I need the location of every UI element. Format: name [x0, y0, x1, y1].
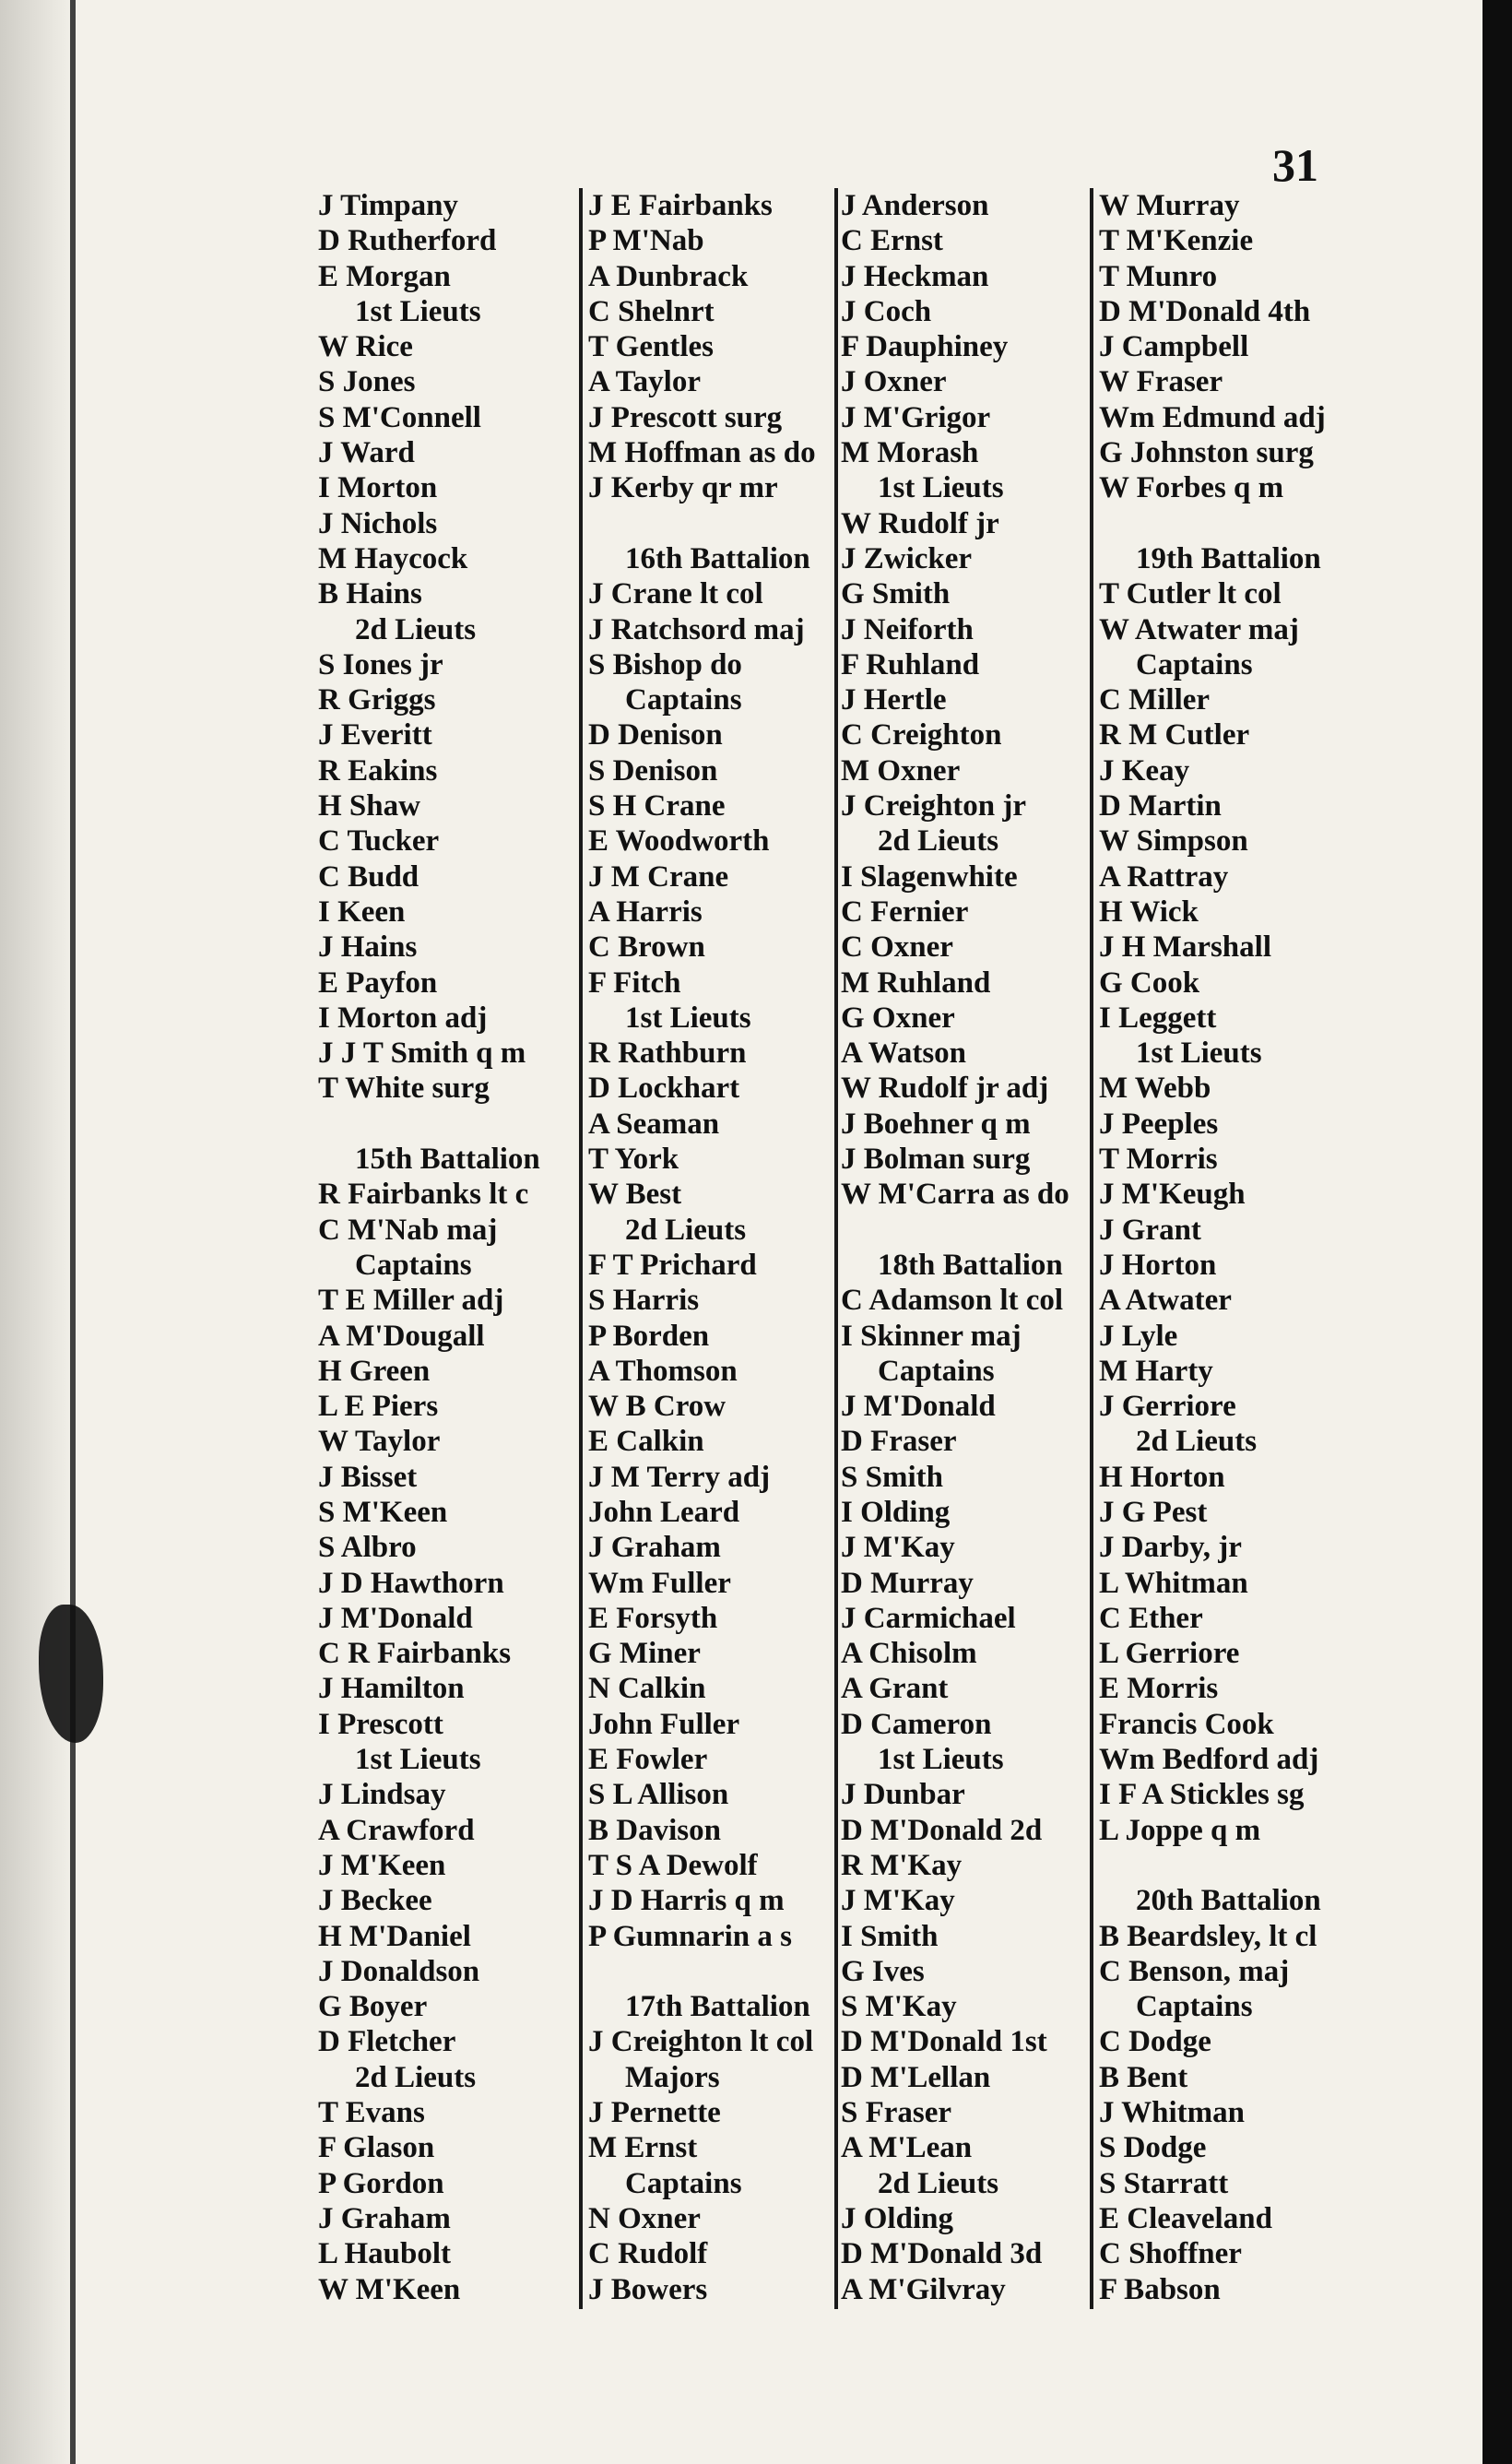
officer-name: N Oxner: [588, 2201, 701, 2235]
officer-name: W Taylor: [318, 1425, 441, 1459]
officer-name: D Martin: [1099, 789, 1222, 823]
officer-name: C Benson, maj: [1099, 1954, 1290, 1988]
officer-name: D Fletcher: [318, 2025, 456, 2059]
officer-name: M Ernst: [588, 2131, 698, 2165]
officer-name: A Harris: [588, 894, 703, 929]
officer-name: B Bent: [1099, 2060, 1188, 2094]
officer-name: J Graham: [318, 2201, 451, 2235]
officer-name: C Creighton: [841, 718, 1002, 752]
officer-name: I Skinner maj: [841, 1319, 1022, 1353]
officer-name: S Dodge: [1099, 2131, 1207, 2165]
officer-name: C Budd: [318, 859, 419, 894]
officer-name: C Shelnrt: [588, 294, 715, 328]
officer-name: T E Miller adj: [318, 1284, 504, 1318]
officer-name: J Bowers: [588, 2272, 708, 2306]
officer-name: J Lyle: [1099, 1319, 1178, 1353]
officer-name: A Grant: [841, 1672, 949, 1706]
officer-name: W B Crow: [588, 1390, 726, 1424]
officer-name: C R Fairbanks: [318, 1637, 512, 1671]
officer-name: J Keay: [1099, 753, 1190, 788]
officer-name: J M Crane: [588, 859, 729, 894]
officer-name: J G Pest: [1099, 1495, 1208, 1529]
officer-name: H Green: [318, 1354, 431, 1388]
officer-name: S Harris: [588, 1284, 700, 1318]
officer-name: A Taylor: [588, 365, 701, 399]
officer-name: I Morton adj: [318, 1001, 488, 1035]
officer-name: John Leard: [588, 1495, 740, 1529]
officer-name: Wm Fuller: [588, 1566, 731, 1600]
officer-name: M Webb: [1099, 1072, 1211, 1106]
name-column-2: [588, 188, 816, 2307]
section-heading: Captains: [1136, 647, 1253, 681]
officer-name: J Nichols: [318, 506, 438, 540]
officer-name: I F A Stickles sg: [1099, 1778, 1305, 1812]
officer-name: D Rutherford: [318, 224, 497, 258]
officer-name: A Thomson: [588, 1354, 738, 1388]
officer-name: J Horton: [1099, 1248, 1217, 1282]
officer-name: W M'Keen: [318, 2272, 461, 2306]
officer-name: C Adamson lt col: [841, 1284, 1064, 1318]
officer-name: R Griggs: [318, 683, 436, 717]
section-heading: 1st Lieuts: [878, 471, 1004, 505]
officer-name: D M'Donald 1st: [841, 2025, 1047, 2059]
section-heading: 2d Lieuts: [355, 612, 477, 646]
section-heading: Captains: [878, 1354, 995, 1388]
officer-name: F Ruhland: [841, 647, 980, 681]
officer-name: M Morash: [841, 436, 979, 470]
officer-name: W M'Carra as do: [841, 1178, 1069, 1212]
officer-name: E Forsyth: [588, 1601, 718, 1635]
officer-name: S Bishop do: [588, 647, 742, 681]
officer-name: G Johnston surg: [1099, 436, 1314, 470]
officer-name: T Cutler lt col: [1099, 577, 1282, 611]
section-heading: 2d Lieuts: [878, 2166, 999, 2200]
officer-name: N Calkin: [588, 1672, 706, 1706]
page-number: 31: [1272, 139, 1318, 191]
officer-name: W Murray: [1099, 189, 1240, 222]
officer-name: W Rudolf jr adj: [841, 1072, 1049, 1106]
officer-name: J H Marshall: [1099, 930, 1271, 965]
section-heading: 18th Battalion: [878, 1248, 1063, 1282]
officer-name: T S A Dewolf: [588, 1848, 758, 1882]
officer-name: J M'Keen: [318, 1848, 446, 1882]
spacer: [588, 1954, 816, 1989]
section-heading: 1st Lieuts: [355, 294, 481, 328]
officer-name: G Cook: [1099, 965, 1200, 1000]
officer-name: John Fuller: [588, 1707, 740, 1741]
officer-name: J Kerby qr mr: [588, 471, 778, 505]
officer-name: J Bisset: [318, 1460, 418, 1494]
officer-name: J Heckman: [841, 259, 989, 293]
officer-name: T M'Kenzie: [1099, 224, 1254, 258]
officer-name: M Harty: [1099, 1354, 1213, 1388]
officer-name: T Munro: [1099, 259, 1218, 293]
officer-name: C Brown: [588, 930, 705, 965]
section-heading: 16th Battalion: [625, 541, 810, 575]
section-heading: 20th Battalion: [1136, 1884, 1321, 1918]
gutter-rule: [70, 0, 76, 2464]
officer-name: J M'Donald: [318, 1601, 473, 1635]
spacer: [1099, 506, 1326, 541]
officer-name: A Crawford: [318, 1813, 475, 1847]
section-heading: Captains: [1136, 1990, 1253, 2024]
officer-name: L Whitman: [1099, 1566, 1248, 1600]
officer-name: D Fraser: [841, 1425, 957, 1459]
officer-name: C Ether: [1099, 1601, 1203, 1635]
officer-name: J Creighton lt col: [588, 2025, 814, 2059]
section-heading: 1st Lieuts: [1136, 1037, 1262, 1071]
officer-name: R M'Kay: [841, 1848, 963, 1882]
officer-name: J Bolman surg: [841, 1143, 1031, 1177]
officer-name: Wm Bedford adj: [1099, 1743, 1319, 1777]
officer-name: P Gordon: [318, 2166, 444, 2200]
officer-name: D M'Donald 2d: [841, 1813, 1043, 1847]
officer-name: L Gerriore: [1099, 1637, 1240, 1671]
officer-name: W Simpson: [1099, 824, 1248, 859]
section-heading: Captains: [625, 683, 742, 717]
officer-name: Francis Cook: [1099, 1707, 1274, 1741]
officer-name: C M'Nab maj: [318, 1213, 498, 1247]
officer-name: I Keen: [318, 894, 406, 929]
officer-name: J Crane lt col: [588, 577, 763, 611]
officer-name: J Pernette: [588, 2096, 721, 2130]
officer-name: J D Harris q m: [588, 1884, 785, 1918]
officer-name: J Neiforth: [841, 612, 974, 646]
officer-name: T Evans: [318, 2096, 425, 2130]
officer-name: A M'Gilvray: [841, 2272, 1006, 2306]
officer-name: J Whitman: [1099, 2096, 1246, 2130]
officer-name: G Oxner: [841, 1001, 955, 1035]
officer-name: W Best: [588, 1178, 682, 1212]
officer-name: F Babson: [1099, 2272, 1221, 2306]
column-rule: [579, 188, 583, 2309]
officer-name: A Atwater: [1099, 1284, 1232, 1318]
officer-name: S Fraser: [841, 2096, 952, 2130]
section-heading: 15th Battalion: [355, 1143, 540, 1177]
section-heading: 19th Battalion: [1136, 541, 1321, 575]
officer-name: W Rudolf jr: [841, 506, 999, 540]
officer-name: J Creighton jr: [841, 789, 1027, 823]
officer-name: G Miner: [588, 1637, 701, 1671]
officer-name: E Payfon: [318, 965, 438, 1000]
officer-name: F Fitch: [588, 965, 681, 1000]
section-heading: 1st Lieuts: [355, 1743, 481, 1777]
officer-name: J Ratchsord maj: [588, 612, 805, 646]
officer-name: I Olding: [841, 1495, 951, 1529]
officer-name: W Rice: [318, 330, 413, 364]
officer-name: E Morris: [1099, 1672, 1219, 1706]
officer-name: I Slagenwhite: [841, 859, 1018, 894]
officer-name: J Lindsay: [318, 1778, 446, 1812]
officer-name: F Dauphiney: [841, 330, 1009, 364]
officer-name: M Hoffman as do: [588, 436, 816, 470]
name-column-1: [318, 188, 540, 2307]
officer-name: I Morton: [318, 471, 438, 505]
officer-name: J Hains: [318, 930, 418, 965]
officer-name: C Shoffner: [1099, 2237, 1242, 2271]
officer-name: C Ernst: [841, 224, 943, 258]
officer-name: J Beckee: [318, 1884, 432, 1918]
officer-name: Wm Edmund adj: [1099, 400, 1326, 434]
officer-name: J Timpany: [318, 189, 458, 222]
officer-name: J M'Keugh: [1099, 1178, 1246, 1212]
officer-name: T Gentles: [588, 330, 714, 364]
officer-name: S Iones jr: [318, 647, 443, 681]
officer-name: G Smith: [841, 577, 951, 611]
officer-name: W Atwater maj: [1099, 612, 1299, 646]
officer-name: B Beardsley, lt cl: [1099, 1919, 1317, 1953]
officer-name: J Gerriore: [1099, 1390, 1236, 1424]
officer-name: I Leggett: [1099, 1001, 1217, 1035]
section-heading: 2d Lieuts: [355, 2060, 477, 2094]
officer-name: C Rudolf: [588, 2237, 708, 2271]
officer-name: I Prescott: [318, 1707, 443, 1741]
officer-name: W Forbes q m: [1099, 471, 1284, 505]
officer-name: D M'Donald 3d: [841, 2237, 1043, 2271]
officer-name: J M'Kay: [841, 1884, 955, 1918]
officer-name: E Woodworth: [588, 824, 770, 859]
officer-name: R Eakins: [318, 753, 438, 788]
officer-name: J Darby, jr: [1099, 1531, 1242, 1565]
officer-name: J Everitt: [318, 718, 432, 752]
officer-name: C Fernier: [841, 894, 969, 929]
officer-name: H Shaw: [318, 789, 420, 823]
officer-name: T Morris: [1099, 1143, 1218, 1177]
section-heading: 1st Lieuts: [625, 1001, 751, 1035]
officer-name: J Campbell: [1099, 330, 1249, 364]
officer-name: J D Hawthorn: [318, 1566, 504, 1600]
officer-name: S M'Keen: [318, 1495, 448, 1529]
officer-name: J Dunbar: [841, 1778, 965, 1812]
officer-name: A Watson: [841, 1037, 967, 1071]
section-heading: Captains: [625, 2166, 742, 2200]
officer-name: J Olding: [841, 2201, 953, 2235]
officer-name: J Hertle: [841, 683, 947, 717]
officer-name: S Smith: [841, 1460, 943, 1494]
officer-name: J M'Grigor: [841, 400, 991, 434]
officer-name: E Cleaveland: [1099, 2201, 1272, 2235]
officer-name: R M Cutler: [1099, 718, 1250, 752]
officer-name: C Dodge: [1099, 2025, 1211, 2059]
officer-name: J Boehner q m: [841, 1107, 1031, 1141]
officer-name: S H Crane: [588, 789, 726, 823]
officer-name: S Jones: [318, 365, 416, 399]
officer-name: A Seaman: [588, 1107, 720, 1141]
name-column-3: [841, 188, 1069, 2307]
name-column-4: [1099, 188, 1326, 2307]
spacer: [1099, 1848, 1326, 1883]
officer-name: B Hains: [318, 577, 422, 611]
officer-name: D M'Donald 4th: [1099, 294, 1311, 328]
officer-name: A M'Dougall: [318, 1319, 485, 1353]
officer-name: A Rattray: [1099, 859, 1229, 894]
column-rule: [1090, 188, 1093, 2309]
section-heading: 2d Lieuts: [1136, 1425, 1258, 1459]
officer-name: J M'Kay: [841, 1531, 955, 1565]
officer-name: F T Prichard: [588, 1248, 757, 1282]
spacer: [588, 506, 816, 541]
officer-name: J Graham: [588, 1531, 721, 1565]
officer-name: J Donaldson: [318, 1954, 480, 1988]
officer-name: J Carmichael: [841, 1601, 1016, 1635]
officer-name: J Zwicker: [841, 541, 973, 575]
officer-name: M Haycock: [318, 541, 468, 575]
officer-name: E Fowler: [588, 1743, 708, 1777]
officer-name: S Denison: [588, 753, 718, 788]
officer-name: W Fraser: [1099, 365, 1223, 399]
officer-name: A Chisolm: [841, 1637, 977, 1671]
officer-name: G Boyer: [318, 1990, 428, 2024]
officer-name: J Peeples: [1099, 1107, 1219, 1141]
officer-name: E Calkin: [588, 1425, 704, 1459]
officer-name: S Albro: [318, 1531, 417, 1565]
officer-name: G Ives: [841, 1954, 925, 1988]
officer-name: L Joppe q m: [1099, 1813, 1261, 1847]
binding-gutter: [0, 0, 76, 2464]
section-heading: Majors: [625, 2060, 720, 2094]
officer-name: M Oxner: [841, 753, 961, 788]
officer-name: H Horton: [1099, 1460, 1225, 1494]
officer-name: D Murray: [841, 1566, 974, 1600]
officer-name: J M'Donald: [841, 1390, 996, 1424]
column-rule: [834, 188, 838, 2309]
officer-name: R Fairbanks lt c: [318, 1178, 529, 1212]
officer-name: D M'Lellan: [841, 2060, 991, 2094]
section-heading: 2d Lieuts: [625, 1213, 747, 1247]
officer-name: R Rathburn: [588, 1037, 747, 1071]
officer-name: S Starratt: [1099, 2166, 1229, 2200]
officer-name: S M'Kay: [841, 1990, 957, 2024]
officer-name: I Smith: [841, 1919, 939, 1953]
officer-name: F Glason: [318, 2131, 435, 2165]
officer-name: J Oxner: [841, 365, 947, 399]
officer-name: J Ward: [318, 436, 415, 470]
officer-name: C Miller: [1099, 683, 1211, 717]
officer-name: J Grant: [1099, 1213, 1201, 1247]
officer-name: D Cameron: [841, 1707, 992, 1741]
officer-name: J E Fairbanks: [588, 189, 773, 222]
officer-name: C Oxner: [841, 930, 953, 965]
section-heading: 2d Lieuts: [878, 824, 999, 859]
officer-name: S M'Connell: [318, 400, 481, 434]
section-heading: Captains: [355, 1248, 472, 1282]
officer-name: L E Piers: [318, 1390, 439, 1424]
officer-name: C Tucker: [318, 824, 440, 859]
officer-name: J Anderson: [841, 189, 989, 222]
officer-name: H M'Daniel: [318, 1919, 471, 1953]
officer-name: P Borden: [588, 1319, 710, 1353]
officer-name: J J T Smith q m: [318, 1037, 526, 1071]
officer-name: J Coch: [841, 294, 932, 328]
officer-name: H Wick: [1099, 894, 1199, 929]
officer-name: D Denison: [588, 718, 723, 752]
officer-name: B Davison: [588, 1813, 721, 1847]
officer-name: J Hamilton: [318, 1672, 465, 1706]
officer-name: P M'Nab: [588, 224, 704, 258]
officer-name: A Dunbrack: [588, 259, 749, 293]
section-heading: 1st Lieuts: [878, 1743, 1004, 1777]
officer-name: T York: [588, 1143, 679, 1177]
officer-name: T White surg: [318, 1072, 490, 1106]
section-heading: 17th Battalion: [625, 1990, 810, 2024]
officer-name: M Ruhland: [841, 965, 991, 1000]
officer-name: E Morgan: [318, 259, 451, 293]
officer-name: P Gumnarin a s: [588, 1919, 792, 1953]
officer-name: J M Terry adj: [588, 1460, 771, 1494]
officer-name: J Prescott surg: [588, 400, 783, 434]
officer-name: A M'Lean: [841, 2131, 973, 2165]
officer-name: D Lockhart: [588, 1072, 740, 1106]
officer-name: L Haubolt: [318, 2237, 451, 2271]
officer-name: S L Allison: [588, 1778, 729, 1812]
spacer: [841, 1213, 1069, 1248]
spacer: [318, 1107, 540, 1142]
